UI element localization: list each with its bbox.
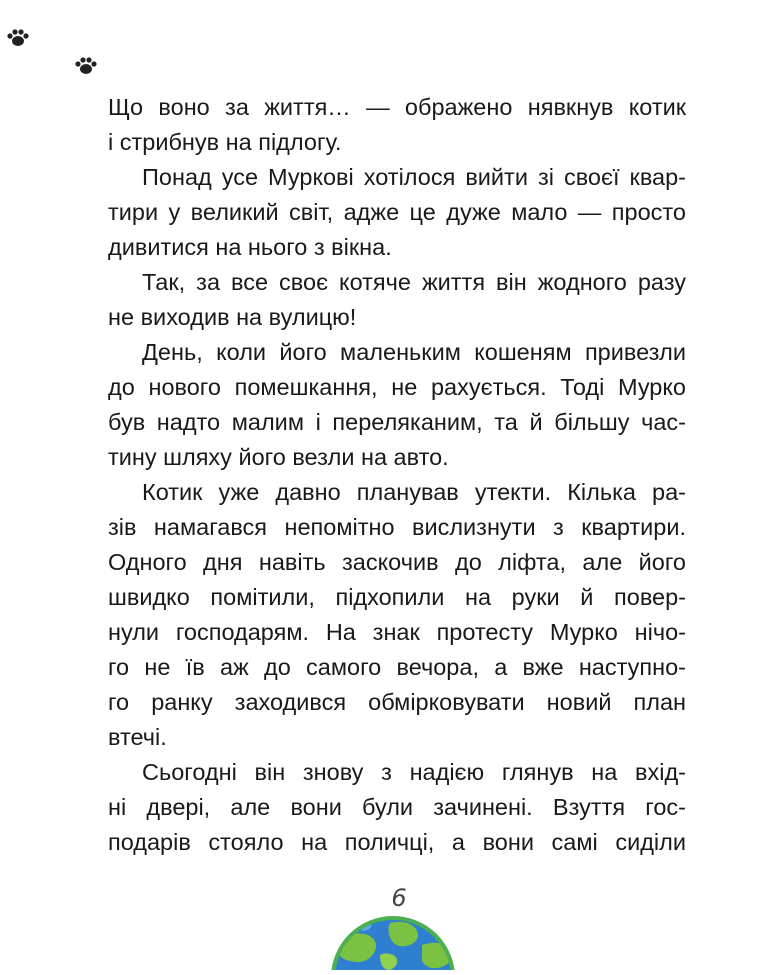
text-line: не виходив на вулицю! [108, 304, 357, 330]
text-line: був надто малим і переляканим, та й більшу час- [108, 409, 686, 435]
page-number: 6 [391, 884, 407, 912]
text-line: Сьогодні він знову з надією глянув на вхід- [142, 759, 686, 785]
text-line: втечі. [108, 724, 167, 750]
text-line: нули господарям. На знак протесту Мурко нічо- [108, 619, 686, 645]
text-line: зів намагався непомітно вислизнути з квартири. [108, 514, 686, 540]
text-line: тири у великий світ, адже це дуже мало — просто [108, 199, 686, 225]
body-text [108, 90, 686, 860]
text-line: Так, за все своє котяче життя він жодного разу [142, 269, 686, 295]
text-line: тину шляху його везли на авто. [108, 444, 449, 470]
paw-print-icon [6, 28, 30, 48]
text-line: швидко помітили, підхопили на руки й повер- [108, 584, 686, 610]
globe-icon [330, 915, 456, 975]
text-line: подарів стояло на поличці, а вони самі сиділи [108, 829, 686, 855]
text-line: го не їв аж до самого вечора, а вже наступно- [108, 654, 686, 680]
text-line: Що воно за життя… — ображено нявкнув котик [108, 94, 686, 120]
text-line: День, коли його маленьким кошеням привезли [142, 339, 686, 365]
text-line: ні двері, але вони були зачинені. Взуття гос- [108, 794, 686, 820]
text-line: до нового помешкання, не рахується. Тоді Мурко [108, 374, 686, 400]
text-line: Одного дня навіть заскочив до ліфта, але його [108, 549, 686, 575]
text-line: Понад усе Муркові хотілося вийти зі своєї квар- [142, 164, 686, 190]
text-line: го ранку заходився обмірковувати новий план [108, 689, 686, 715]
text-line: Котик уже давно планував утекти. Кілька ра- [142, 479, 686, 505]
text-line: і стрибнув на підлогу. [108, 129, 342, 155]
text-line: дивитися на нього з вікна. [108, 234, 392, 260]
paw-print-icon [74, 56, 98, 76]
